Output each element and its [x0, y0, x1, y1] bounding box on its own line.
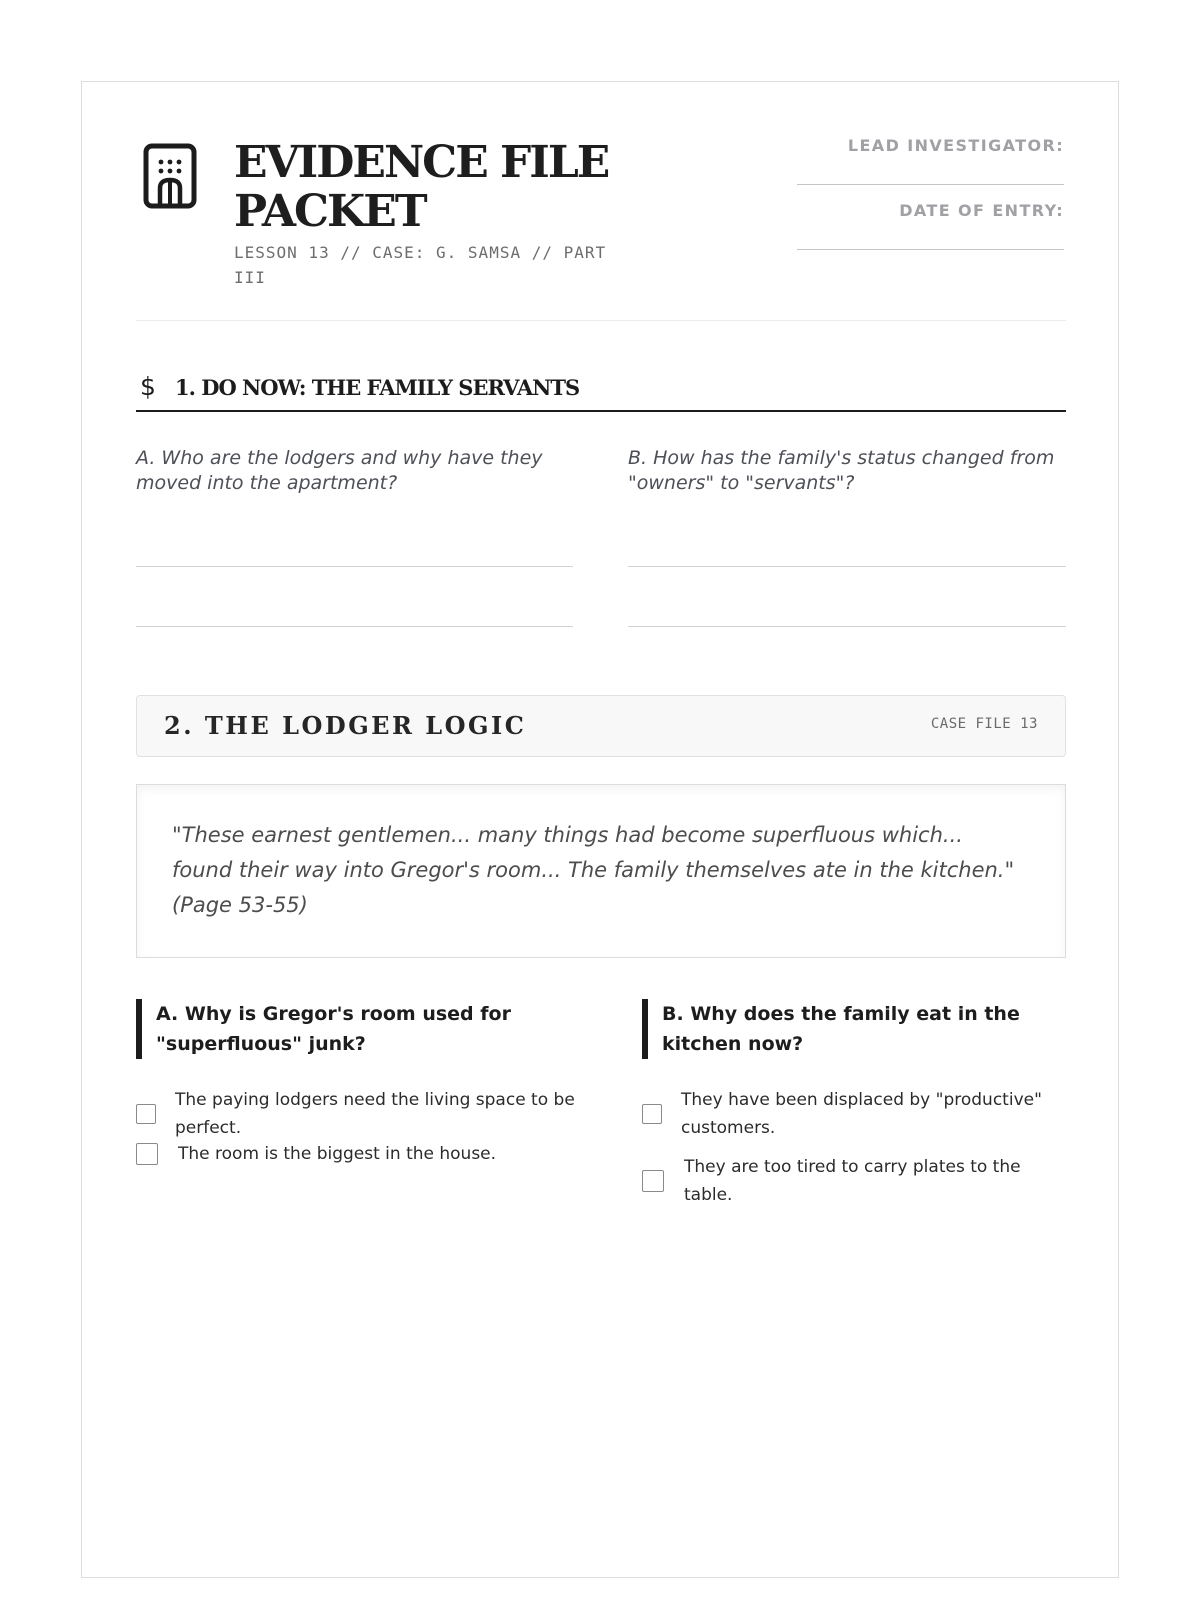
question-a-option-1[interactable] [136, 1086, 576, 1142]
section2-header [136, 695, 1066, 757]
checkbox[interactable] [642, 1104, 662, 1124]
section1-header [136, 372, 1066, 412]
question-a-prompt: A. Why is Gregor's room used for "superfluous" junk? [136, 999, 576, 1059]
quote-text: "These earnest gentlemen... many things had become superfluous which... found their way into Gregor's room... The family themselves ate in the kitchen." (Page 53-55) [172, 823, 1015, 917]
answer-line-b1[interactable] [628, 566, 1066, 567]
option-label: The room is the biggest in the house. [178, 1144, 497, 1164]
question-a-option-2[interactable] [136, 1140, 576, 1168]
option-label: They are too tired to carry plates to the table. [684, 1157, 1021, 1205]
answer-line-a2[interactable] [136, 626, 573, 627]
lead-investigator-label: LEAD INVESTIGATOR: [847, 136, 1064, 155]
evidence-quote [136, 784, 1066, 958]
date-of-entry-label: DATE OF ENTRY: [899, 201, 1064, 220]
checkbox[interactable] [642, 1170, 664, 1192]
question-b-prompt: B. Why does the family eat in the kitchen now? [642, 999, 1086, 1059]
case-file-tag: CASE FILE 13 [930, 716, 1038, 732]
option-label: They have been displaced by "productive" customers. [681, 1090, 1042, 1138]
question-b-option-2[interactable] [642, 1153, 1066, 1209]
question-b-option-1[interactable] [642, 1086, 1066, 1142]
lead-investigator-field[interactable] [797, 184, 1064, 185]
checkbox[interactable] [136, 1104, 156, 1124]
dollar-icon: $ [140, 372, 156, 401]
building-icon [142, 142, 198, 210]
checkbox[interactable] [136, 1143, 158, 1165]
section2-title: 2. THE LODGER LOGIC [164, 711, 527, 740]
section1-title: 1. DO NOW: THE FAMILY SERVANTS [175, 375, 580, 400]
answer-line-b2[interactable] [628, 626, 1066, 627]
header-divider [136, 320, 1066, 321]
option-label: The paying lodgers need the living space to be perfect. [175, 1090, 575, 1138]
do-now-question-a: A. Who are the lodgers and why have they moved into the apartment? [136, 447, 543, 494]
do-now-question-b: B. How has the family's status changed from "owners" to "servants"? [628, 447, 1055, 494]
worksheet-page [81, 81, 1119, 1578]
answer-line-a1[interactable] [136, 566, 573, 567]
page-subtitle: LESSON 13 // CASE: G. SAMSA // PART III [234, 243, 607, 287]
date-of-entry-field[interactable] [797, 249, 1064, 250]
page-title: EVIDENCE FILE PACKET [234, 137, 609, 237]
